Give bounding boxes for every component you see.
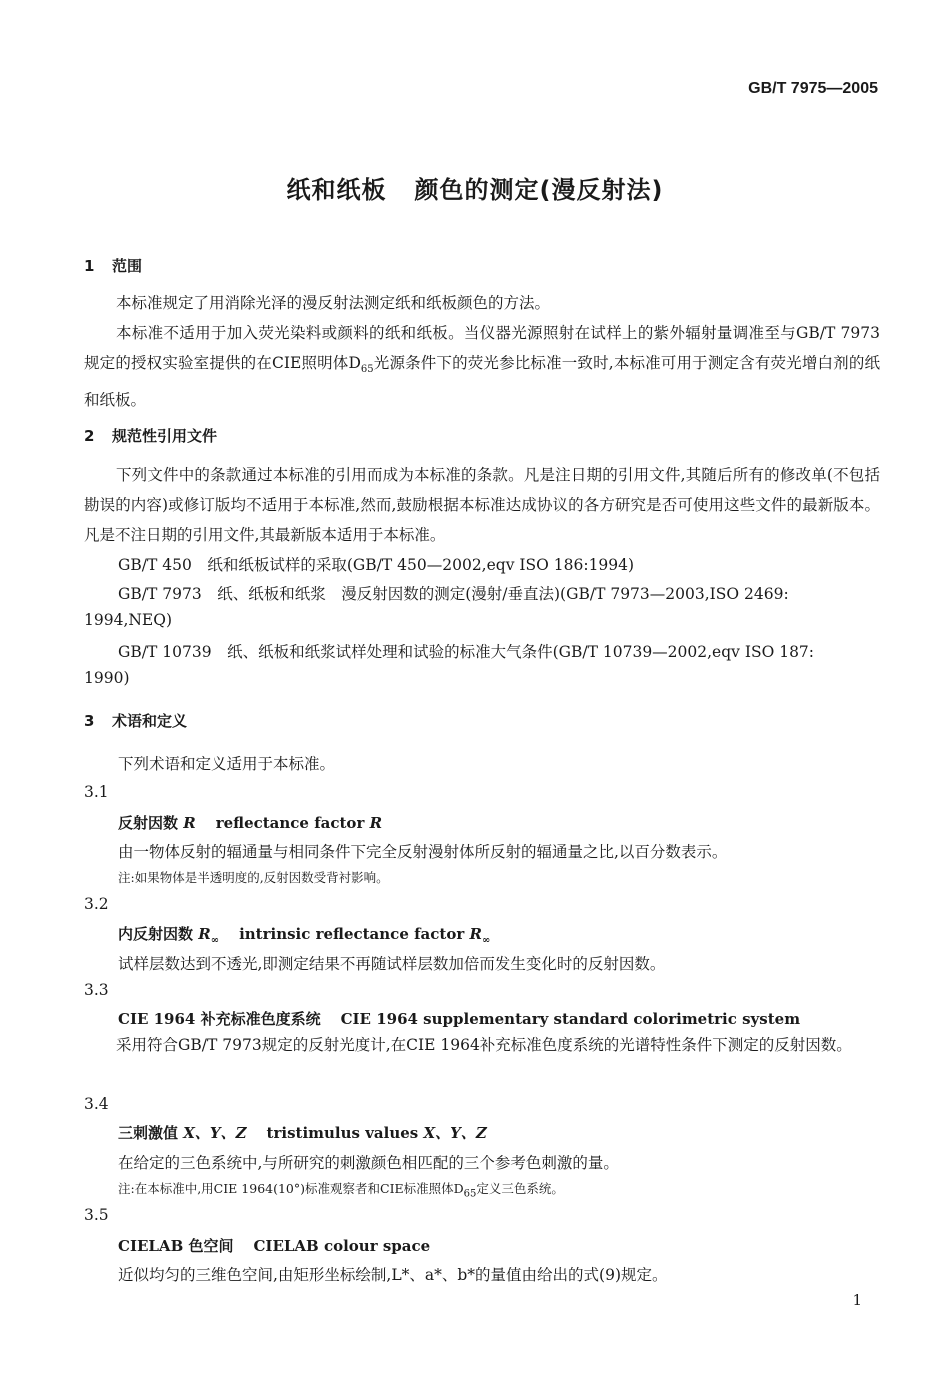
term-number: 3.2 xyxy=(84,895,109,913)
term-number: 3.4 xyxy=(84,1095,109,1113)
term-note-subscript: 65 xyxy=(463,1188,477,1200)
term-en: CIE 1964 supplementary standard colorimetric system xyxy=(340,1010,801,1028)
term-heading xyxy=(118,1235,430,1256)
references-intro: 下列文件中的条款通过本标准的引用而成为本标准的条款。凡是注日期的引用文件,其随后所有的修改单(不包括勘误的内容)或修订版均不适用于本标准,然而,鼓励根据本标准达成协议的各方研究是否可使用这些文件的最新版本。凡是不注日期的引用文件,其最新版本适用于本标准。 xyxy=(84,466,880,544)
title-part2: 颜色的测定(漫反射法) xyxy=(414,176,664,204)
term-symbol: R xyxy=(183,814,196,832)
term-definition: 近似均匀的三维色空间,由矩形坐标绘制,L*、a*、b*的量值由给出的式(9)规定。 xyxy=(118,1266,668,1284)
term-en-symbol: R xyxy=(469,925,482,943)
term-en: CIELAB colour space xyxy=(253,1237,431,1255)
term-zh: CIE 1964 补充标准色度系统 xyxy=(118,1010,321,1028)
page-number: 1 xyxy=(852,1291,862,1309)
term-note: 注:如果物体是半透明度的,反射因数受背衬影响。 xyxy=(118,870,389,885)
term-note xyxy=(118,1179,564,1200)
term-heading xyxy=(118,812,382,833)
term-en-symbol-subscript: ∞ xyxy=(481,935,491,946)
reference-gbt7973-line1: GB/T 7973 纸、纸板和纸浆 漫反射因数的测定(漫射/垂直法)(GB/T 7973—2003,ISO 2469: xyxy=(118,585,789,603)
term-number: 3.5 xyxy=(84,1206,109,1224)
title-part1: 纸和纸板 xyxy=(286,176,387,204)
section-heading-references xyxy=(84,425,217,446)
term-en-symbol: X、Y、Z xyxy=(423,1124,487,1142)
term-zh: 内反射因数 xyxy=(118,925,194,943)
reference-gbt10739-line2: 1990) xyxy=(84,669,130,687)
section-number: 2 xyxy=(84,427,95,445)
section-heading-scope xyxy=(84,255,142,276)
term-symbol: X、Y、Z xyxy=(183,1124,247,1142)
section-number: 3 xyxy=(84,712,95,730)
term-en: tristimulus values xyxy=(266,1124,419,1142)
term-definition: 试样层数达到不透光,即测定结果不再随试样层数加倍而发生变化时的反射因数。 xyxy=(118,955,666,973)
term-note-text-a: 注:在本标准中,用CIE 1964(10°)标准观察者和CIE标准照体D xyxy=(118,1181,464,1196)
section-number: 1 xyxy=(84,257,95,275)
reference-gbt7973-line2: 1994,NEQ) xyxy=(84,611,173,629)
term-zh: 三刺激值 xyxy=(118,1124,179,1142)
term-heading xyxy=(118,923,490,946)
section-heading-terms xyxy=(84,710,187,731)
scope-p2-text-b: 光源条件下的荧光参比标准一致时,本标准可用于测定含有荧光增白剂的纸和纸板。 xyxy=(84,354,880,410)
term-zh: 反射因数 xyxy=(118,814,179,832)
term-heading xyxy=(118,1122,487,1143)
term-en-symbol: R xyxy=(369,814,383,832)
reference-gbt450: GB/T 450 纸和纸板试样的采取(GB/T 450—2002,eqv ISO 186:1994) xyxy=(118,556,635,574)
term-definition: 由一物体反射的辐通量与相同条件下完全反射漫射体所反射的辐通量之比,以百分数表示。 xyxy=(118,843,728,861)
term-number: 3.1 xyxy=(84,783,109,801)
term-note-text-b: 定义三色系统。 xyxy=(476,1181,564,1196)
term-heading xyxy=(118,1008,800,1029)
terms-intro: 下列术语和定义适用于本标准。 xyxy=(118,755,336,773)
scope-p2-text-a: 本标准不适用于加入荧光染料或颜料的纸和纸板。当仪器光源照射在试样上的紫外辐射量调准至与GB/T 7973规定的授权实验室提供的在CIE照明体D xyxy=(84,324,880,372)
scope-paragraph-1: 本标准规定了用消除光泽的漫反射法测定纸和纸板颜色的方法。 xyxy=(116,294,551,312)
term-en: reflectance factor xyxy=(215,814,365,832)
reference-gbt10739-line1: GB/T 10739 纸、纸板和纸浆试样处理和试验的标准大气条件(GB/T 10739—2002,eqv ISO 187: xyxy=(118,643,815,661)
term-symbol: R xyxy=(198,925,211,943)
scope-p2-subscript: 65 xyxy=(360,364,374,376)
scope-paragraph-2 xyxy=(84,318,880,415)
term-zh: CIELAB 色空间 xyxy=(118,1237,234,1255)
term-symbol-subscript: ∞ xyxy=(210,935,220,946)
section-title: 范围 xyxy=(112,257,143,275)
section-title: 术语和定义 xyxy=(112,712,188,730)
term-en: intrinsic reflectance factor xyxy=(239,925,465,943)
section-title: 规范性引用文件 xyxy=(112,427,218,445)
term-definition: 在给定的三色系统中,与所研究的刺激颜色相匹配的三个参考色刺激的量。 xyxy=(118,1154,619,1172)
standard-code: GB/T 7975—2005 xyxy=(748,80,878,97)
document-title xyxy=(0,170,950,205)
term-number: 3.3 xyxy=(84,981,109,999)
term-definition: 采用符合GB/T 7973规定的反射光度计,在CIE 1964补充标准色度系统的光谱特性条件下测定的反射因数。 xyxy=(116,1036,852,1054)
